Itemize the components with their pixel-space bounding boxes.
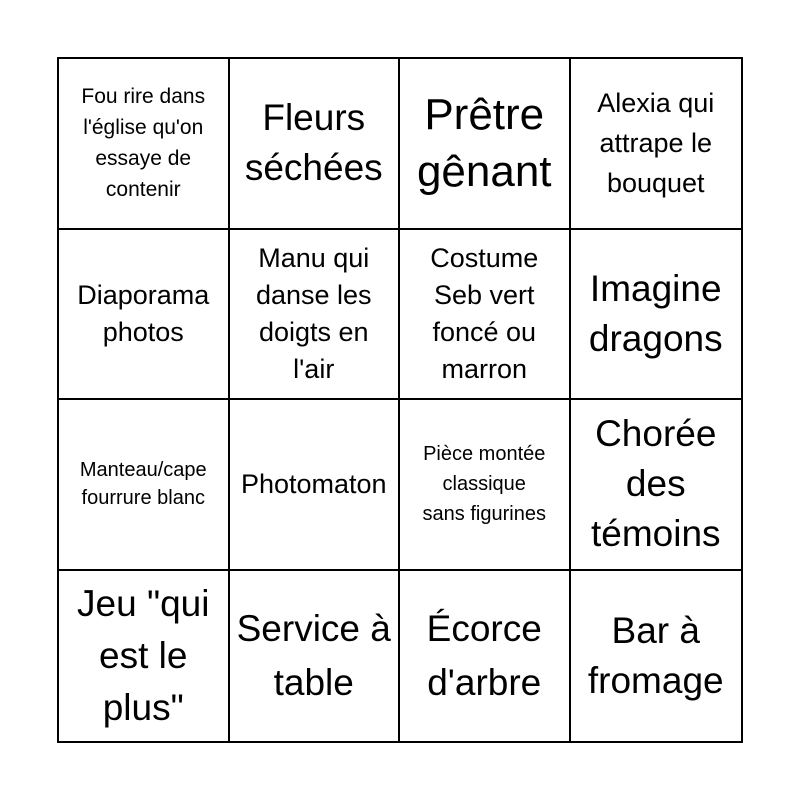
- bingo-board: [57, 57, 743, 743]
- bingo-cell[interactable]: [400, 59, 571, 230]
- bingo-cell-text: Alexia qui attrape le bouquet: [597, 88, 715, 199]
- bingo-cell-text: Service à table: [236, 607, 391, 703]
- bingo-cell[interactable]: [571, 230, 742, 401]
- bingo-cell[interactable]: [571, 59, 742, 230]
- bingo-cell-text: Jeu "qui est le plus": [77, 582, 210, 728]
- bingo-cell-text: Manu qui danse les doigts en l'air: [255, 242, 372, 384]
- bingo-cell[interactable]: [230, 59, 401, 230]
- bingo-cell[interactable]: [59, 59, 230, 230]
- bingo-cell[interactable]: [59, 230, 230, 401]
- bingo-cell[interactable]: [230, 400, 401, 571]
- bingo-cell[interactable]: [230, 230, 401, 401]
- bingo-cell-text: Bar à fromage: [587, 609, 724, 701]
- bingo-cell-text: Fou rire dans l'église qu'on essaye de contenir: [81, 85, 206, 202]
- bingo-cell-text: Imagine dragons: [588, 267, 723, 359]
- bingo-cell[interactable]: [400, 400, 571, 571]
- bingo-cell[interactable]: [59, 571, 230, 742]
- bingo-cell[interactable]: [571, 571, 742, 742]
- bingo-cell[interactable]: [400, 230, 571, 401]
- bingo-cell-text: Écorce d'arbre: [426, 607, 542, 703]
- bingo-cell[interactable]: [59, 400, 230, 571]
- bingo-cell-text: Chorée des témoins: [590, 413, 721, 555]
- bingo-cell-text: Pièce montée classique sans figurines: [422, 443, 546, 526]
- bingo-cell[interactable]: [571, 400, 742, 571]
- bingo-cell-text: Diaporama photos: [77, 279, 210, 347]
- bingo-cell-text: Fleurs séchées: [244, 97, 383, 189]
- bingo-cell[interactable]: [230, 571, 401, 742]
- bingo-cell-text: Costume Seb vert foncé ou marron: [430, 242, 539, 384]
- bingo-cell-text: Prêtre gênant: [416, 90, 552, 197]
- bingo-cell[interactable]: [400, 571, 571, 742]
- bingo-cell-text: Photomaton: [240, 468, 387, 499]
- bingo-cell-text: Manteau/cape fourrure blanc: [79, 459, 207, 510]
